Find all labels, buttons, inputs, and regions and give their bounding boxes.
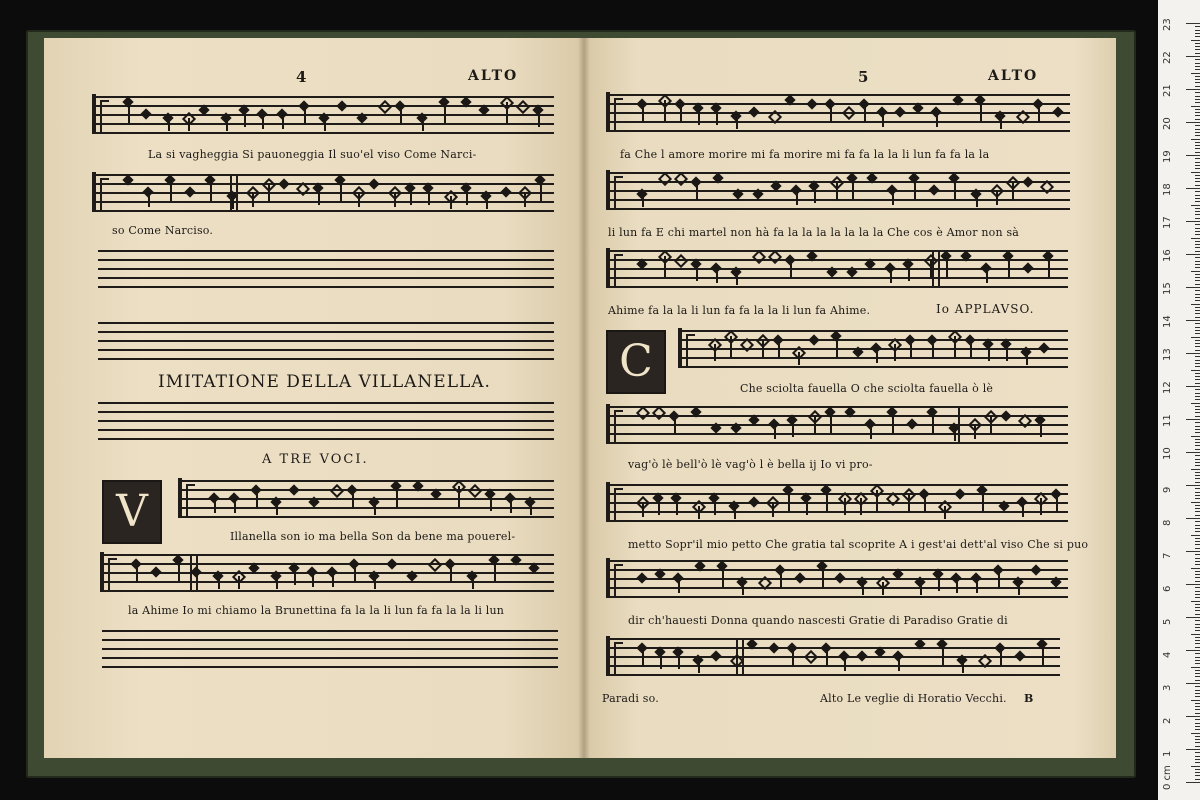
ruler-tick: [1195, 478, 1200, 479]
page-number: 4: [296, 68, 307, 86]
ruler-unit-label: 0 cm: [1162, 765, 1173, 790]
ruler-tick: [1195, 756, 1200, 757]
ruler-tick: [1195, 574, 1200, 575]
ruler-tick: [1186, 320, 1200, 321]
ruler-tick: [1195, 531, 1200, 532]
ruler-tick: [1195, 495, 1200, 496]
ruler-tick: [1195, 112, 1200, 113]
ruler-tick: [1195, 637, 1200, 638]
ruler-tick: [1195, 181, 1200, 182]
ruler-tick: [1195, 528, 1200, 529]
ruler-tick: [1195, 445, 1200, 446]
footer-signature: Alto Le veglie di Horatio Vecchi.: [820, 692, 1007, 705]
page-number: 5: [858, 68, 869, 86]
ruler-tick: [1195, 670, 1200, 671]
lyric-line: fa Che l amore morire mi fa morire mi fa fa la la li lun fa fa la la: [620, 148, 990, 161]
ruler-number: 9: [1162, 486, 1173, 493]
ruler-tick: [1195, 630, 1200, 631]
ruler-tick: [1195, 409, 1200, 410]
ruler-tick: [1195, 379, 1200, 380]
ruler-tick: [1195, 251, 1200, 252]
ruler-tick: [1191, 106, 1200, 107]
ruler-tick: [1195, 46, 1200, 47]
ruler-tick: [1195, 277, 1200, 278]
ruler-tick: [1186, 782, 1200, 783]
ruler-number: 23: [1162, 18, 1173, 31]
empty-staff: [98, 402, 554, 440]
ruler-tick: [1195, 145, 1200, 146]
ruler-tick: [1195, 610, 1200, 611]
ruler-tick: [1195, 449, 1200, 450]
ruler-tick: [1195, 759, 1200, 760]
ruler-tick: [1195, 30, 1200, 31]
ruler-tick: [1195, 26, 1200, 27]
ruler-tick: [1195, 69, 1200, 70]
ruler-tick: [1195, 214, 1200, 215]
ruler-tick: [1195, 356, 1200, 357]
ruler-tick: [1195, 538, 1200, 539]
running-title: ALTO: [468, 68, 519, 84]
ruler-tick: [1195, 442, 1200, 443]
ruler-tick: [1195, 132, 1200, 133]
ruler-tick: [1195, 267, 1200, 268]
ruler-tick: [1195, 508, 1200, 509]
ruler-tick: [1195, 581, 1200, 582]
ruler-tick: [1195, 274, 1200, 275]
ruler-number: 18: [1162, 183, 1173, 196]
ruler-tick: [1191, 139, 1200, 140]
ruler-tick: [1195, 561, 1200, 562]
ruler-tick: [1195, 264, 1200, 265]
music-staff: [94, 96, 554, 134]
ruler-number: 16: [1162, 249, 1173, 262]
ruler-tick: [1195, 439, 1200, 440]
ruler-tick: [1195, 703, 1200, 704]
ruler-tick: [1195, 142, 1200, 143]
ruler-tick: [1186, 89, 1200, 90]
measurement-ruler: [1158, 0, 1200, 800]
ruler-tick: [1195, 511, 1200, 512]
music-staff: [608, 406, 1068, 444]
decorated-initial: C: [606, 330, 666, 394]
ruler-number: 7: [1162, 552, 1173, 559]
ruler-number: 12: [1162, 381, 1173, 394]
ruler-tick: [1195, 333, 1200, 334]
ruler-tick: [1186, 188, 1200, 189]
ruler-number: 22: [1162, 51, 1173, 64]
ruler-tick: [1186, 617, 1200, 618]
ruler-tick: [1186, 254, 1200, 255]
ruler-tick: [1186, 287, 1200, 288]
ruler-number: 2: [1162, 717, 1173, 724]
ruler-tick: [1191, 601, 1200, 602]
ruler-tick: [1191, 304, 1200, 305]
ruler-tick: [1195, 261, 1200, 262]
ruler-number: 21: [1162, 84, 1173, 97]
lyric-line: Paradi so.: [602, 692, 659, 705]
ruler-tick: [1186, 584, 1200, 585]
footer-signature-mark: B: [1024, 692, 1034, 705]
ruler-tick: [1195, 284, 1200, 285]
ruler-tick: [1191, 238, 1200, 239]
ruler-tick: [1195, 323, 1200, 324]
ruler-tick: [1195, 343, 1200, 344]
ruler-tick: [1195, 115, 1200, 116]
ruler-tick: [1195, 92, 1200, 93]
ruler-tick: [1195, 310, 1200, 311]
ruler-tick: [1195, 406, 1200, 407]
ruler-tick: [1195, 571, 1200, 572]
ruler-tick: [1186, 386, 1200, 387]
ruler-tick: [1195, 696, 1200, 697]
ruler-tick: [1191, 469, 1200, 470]
lyric-line: la Ahime Io mi chiamo la Brunettina fa la la li lun fa fa la la li lun: [128, 604, 505, 617]
ruler-tick: [1195, 383, 1200, 384]
ruler-tick: [1195, 686, 1200, 687]
ruler-tick: [1191, 502, 1200, 503]
ruler-tick: [1195, 706, 1200, 707]
ruler-tick: [1191, 205, 1200, 206]
ruler-tick: [1195, 317, 1200, 318]
ruler-tick: [1195, 488, 1200, 489]
music-staff: [608, 172, 1070, 210]
ruler-tick: [1195, 290, 1200, 291]
ruler-number: 4: [1162, 651, 1173, 658]
ruler-tick: [1195, 742, 1200, 743]
ruler-tick: [1195, 135, 1200, 136]
ruler-tick: [1195, 33, 1200, 34]
ruler-tick: [1195, 389, 1200, 390]
ruler-tick: [1195, 208, 1200, 209]
ruler-tick: [1195, 399, 1200, 400]
ruler-tick: [1195, 521, 1200, 522]
ruler-tick: [1195, 125, 1200, 126]
ruler-tick: [1195, 604, 1200, 605]
ruler-tick: [1195, 129, 1200, 130]
lyric-line: La si vagheggia Si pauoneggia Il suo'el viso Come Narci-: [148, 148, 477, 161]
ruler-tick: [1195, 257, 1200, 258]
ruler-tick: [1195, 709, 1200, 710]
left-page: [44, 38, 584, 758]
ruler-tick: [1195, 422, 1200, 423]
lyric-line: vag'ò lè bell'ò lè vag'ò l è bella ij Io vi pro-: [628, 458, 873, 471]
ruler-tick: [1195, 429, 1200, 430]
ruler-tick: [1195, 280, 1200, 281]
ruler-tick: [1191, 172, 1200, 173]
ruler-tick: [1195, 191, 1200, 192]
ruler-tick: [1195, 492, 1200, 493]
ruler-tick: [1195, 393, 1200, 394]
ruler-tick: [1195, 607, 1200, 608]
ruler-tick: [1195, 350, 1200, 351]
ruler-tick: [1195, 680, 1200, 681]
section-title: IMITATIONE DELLA VILLANELLA.: [158, 372, 491, 392]
ruler-tick: [1195, 300, 1200, 301]
ruler-tick: [1195, 554, 1200, 555]
ruler-tick: [1195, 676, 1200, 677]
ruler-tick: [1195, 462, 1200, 463]
ruler-number: 14: [1162, 315, 1173, 328]
ruler-tick: [1186, 452, 1200, 453]
ruler-tick: [1195, 739, 1200, 740]
ruler-tick: [1195, 396, 1200, 397]
ruler-tick: [1195, 158, 1200, 159]
ruler-tick: [1186, 650, 1200, 651]
ruler-tick: [1195, 597, 1200, 598]
ruler-tick: [1195, 653, 1200, 654]
section-subtitle: A TRE VOCI.: [262, 452, 369, 467]
ruler-number: 5: [1162, 618, 1173, 625]
ruler-tick: [1195, 82, 1200, 83]
ruler-tick: [1195, 66, 1200, 67]
ruler-tick: [1195, 63, 1200, 64]
ruler-tick: [1195, 640, 1200, 641]
ruler-tick: [1195, 548, 1200, 549]
ruler-tick: [1186, 353, 1200, 354]
lyric-line: Che sciolta fauella O che sciolta fauella ò lè: [740, 382, 994, 395]
ruler-tick: [1195, 643, 1200, 644]
ruler-tick: [1195, 211, 1200, 212]
ruler-tick: [1191, 40, 1200, 41]
ruler-tick: [1195, 244, 1200, 245]
ruler-tick: [1195, 53, 1200, 54]
ruler-tick: [1195, 86, 1200, 87]
ruler-tick: [1195, 779, 1200, 780]
ruler-tick: [1195, 201, 1200, 202]
ruler-tick: [1195, 475, 1200, 476]
lyric-line: Ahime fa la la li lun fa fa la la li lun fa Ahime.: [608, 304, 871, 317]
ruler-tick: [1195, 102, 1200, 103]
ruler-tick: [1195, 165, 1200, 166]
ruler-tick: [1195, 752, 1200, 753]
ruler-tick: [1195, 620, 1200, 621]
decorated-initial: V: [102, 480, 162, 544]
ruler-tick: [1195, 525, 1200, 526]
lyric-line: dir ch'hauesti Donna quando nascesti Gratie di Paradiso Gratie di: [628, 614, 1008, 627]
ruler-tick: [1195, 713, 1200, 714]
ruler-tick: [1191, 535, 1200, 536]
ruler-tick: [1195, 330, 1200, 331]
ruler-tick: [1195, 327, 1200, 328]
ruler-tick: [1195, 231, 1200, 232]
ruler-tick: [1195, 587, 1200, 588]
ruler-tick: [1195, 690, 1200, 691]
ruler-tick: [1195, 544, 1200, 545]
ruler-tick: [1195, 346, 1200, 347]
ruler-tick: [1195, 373, 1200, 374]
ruler-tick: [1195, 119, 1200, 120]
ruler-number: 10: [1162, 447, 1173, 460]
ruler-tick: [1195, 224, 1200, 225]
ruler-tick: [1195, 297, 1200, 298]
ruler-tick: [1195, 472, 1200, 473]
ruler-tick: [1195, 109, 1200, 110]
ruler-tick: [1195, 673, 1200, 674]
ruler-number: 8: [1162, 519, 1173, 526]
ruler-tick: [1195, 657, 1200, 658]
empty-staff: [98, 250, 554, 288]
ruler-tick: [1195, 541, 1200, 542]
ruler-tick: [1195, 591, 1200, 592]
ruler-tick: [1195, 769, 1200, 770]
ruler-tick: [1186, 485, 1200, 486]
ruler-tick: [1191, 568, 1200, 569]
ruler-tick: [1186, 122, 1200, 123]
ruler-tick: [1195, 412, 1200, 413]
ruler-tick: [1195, 376, 1200, 377]
ruler-tick: [1191, 733, 1200, 734]
ruler-number: 19: [1162, 150, 1173, 163]
ruler-tick: [1195, 148, 1200, 149]
ruler-tick: [1195, 719, 1200, 720]
ruler-tick: [1186, 683, 1200, 684]
ruler-tick: [1195, 505, 1200, 506]
ruler-tick: [1195, 195, 1200, 196]
empty-staff: [98, 322, 554, 360]
ruler-tick: [1195, 152, 1200, 153]
ruler-number: 1: [1162, 750, 1173, 757]
ruler-tick: [1195, 234, 1200, 235]
music-staff: [180, 480, 554, 518]
music-staff: [680, 330, 1068, 368]
ruler-tick: [1186, 716, 1200, 717]
ruler-tick: [1195, 455, 1200, 456]
ruler-tick: [1195, 175, 1200, 176]
ruler-tick: [1195, 247, 1200, 248]
ruler-tick: [1195, 313, 1200, 314]
ruler-tick: [1186, 749, 1200, 750]
ruler-tick: [1195, 162, 1200, 163]
ruler-tick: [1195, 432, 1200, 433]
ruler-number: 6: [1162, 585, 1173, 592]
ruler-tick: [1195, 79, 1200, 80]
ruler-tick: [1191, 766, 1200, 767]
ruler-tick: [1186, 419, 1200, 420]
music-staff: [608, 250, 1068, 288]
lyric-line: so Come Narciso.: [112, 224, 214, 237]
music-staff: [102, 554, 554, 592]
ruler-tick: [1195, 558, 1200, 559]
lyric-line: metto Sopr'il mio petto Che gratia tal scoprite A i gest'ai dett'al viso Che si puo: [628, 538, 1089, 551]
ruler-number: 17: [1162, 216, 1173, 229]
lyric-line: li lun fa E chi martel non hà fa la la la la la la la Che cos è Amor non sà: [608, 226, 1020, 239]
ruler-tick: [1195, 459, 1200, 460]
ruler-tick: [1195, 498, 1200, 499]
music-staff: [608, 94, 1070, 132]
ruler-tick: [1195, 294, 1200, 295]
ruler-tick: [1186, 155, 1200, 156]
ruler-tick: [1191, 634, 1200, 635]
ruler-tick: [1195, 772, 1200, 773]
ruler-tick: [1195, 178, 1200, 179]
ruler-tick: [1195, 340, 1200, 341]
ruler-tick: [1195, 363, 1200, 364]
ruler-tick: [1195, 43, 1200, 44]
ruler-tick: [1195, 228, 1200, 229]
ruler-tick: [1195, 59, 1200, 60]
ruler-tick: [1195, 660, 1200, 661]
ruler-number: 20: [1162, 117, 1173, 130]
lyric-line: Illanella son io ma bella Son da bene ma pouerel-: [230, 530, 516, 543]
ruler-tick: [1186, 518, 1200, 519]
ruler-tick: [1195, 36, 1200, 37]
ruler-number: 15: [1162, 282, 1173, 295]
ruler-tick: [1195, 614, 1200, 615]
right-page: [584, 38, 1116, 758]
book-gutter: [578, 38, 590, 758]
ruler-tick: [1195, 762, 1200, 763]
ruler-tick: [1195, 96, 1200, 97]
ruler-tick: [1191, 436, 1200, 437]
ruler-tick: [1195, 99, 1200, 100]
ruler-tick: [1191, 337, 1200, 338]
ruler-tick: [1195, 218, 1200, 219]
music-staff: [608, 638, 1060, 676]
applauso-heading: Io APPLAVSO.: [936, 302, 1035, 316]
ruler-tick: [1195, 185, 1200, 186]
running-title: ALTO: [988, 68, 1039, 84]
ruler-tick: [1195, 198, 1200, 199]
ruler-tick: [1195, 426, 1200, 427]
empty-staff: [102, 630, 558, 668]
ruler-tick: [1195, 594, 1200, 595]
ruler-tick: [1195, 76, 1200, 77]
ruler-tick: [1195, 624, 1200, 625]
ruler-tick: [1195, 416, 1200, 417]
ruler-tick: [1195, 693, 1200, 694]
music-staff: [608, 484, 1068, 522]
ruler-tick: [1195, 736, 1200, 737]
ruler-number: 13: [1162, 348, 1173, 361]
ruler-tick: [1195, 465, 1200, 466]
ruler-number: 3: [1162, 684, 1173, 691]
ruler-tick: [1195, 726, 1200, 727]
music-staff: [608, 560, 1068, 598]
ruler-tick: [1186, 23, 1200, 24]
ruler-tick: [1195, 241, 1200, 242]
ruler-tick: [1186, 56, 1200, 57]
ruler-tick: [1195, 729, 1200, 730]
ruler-tick: [1195, 49, 1200, 50]
ruler-tick: [1195, 746, 1200, 747]
ruler-number: 11: [1162, 414, 1173, 427]
ruler-tick: [1195, 482, 1200, 483]
music-staff: [94, 174, 554, 212]
ruler-tick: [1195, 775, 1200, 776]
ruler-tick: [1195, 647, 1200, 648]
ruler-tick: [1195, 360, 1200, 361]
ruler-tick: [1195, 627, 1200, 628]
ruler-tick: [1191, 700, 1200, 701]
ruler-tick: [1191, 403, 1200, 404]
ruler-tick: [1186, 221, 1200, 222]
ruler-tick: [1195, 577, 1200, 578]
ruler-tick: [1191, 271, 1200, 272]
ruler-tick: [1191, 667, 1200, 668]
ruler-tick: [1195, 564, 1200, 565]
ruler-tick: [1195, 723, 1200, 724]
ruler-tick: [1195, 663, 1200, 664]
ruler-tick: [1186, 551, 1200, 552]
ruler-tick: [1191, 73, 1200, 74]
ruler-tick: [1195, 515, 1200, 516]
ruler-tick: [1195, 366, 1200, 367]
ruler-tick: [1191, 370, 1200, 371]
ruler-tick: [1195, 307, 1200, 308]
ruler-tick: [1195, 168, 1200, 169]
